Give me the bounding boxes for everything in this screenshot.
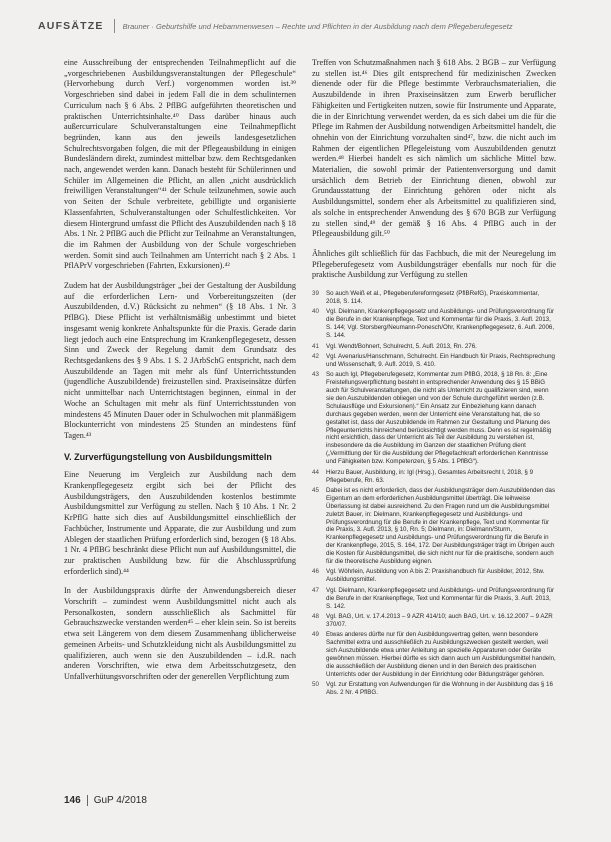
footnote-text: So auch Igl, Pflegeberufegesetz, Kommentar zum PflBG, 2018, § 18 Rn. 8: „Eine Freistellungsverpflichtung besteht in entsprechender Anwendung des § 15 BBiG auch für Schulveranstaltungen, die nicht als Unterricht zu qualifizieren sind, wenn sie den Auszubildenden obliegen und von der Schule durchgeführt werden (z.B. Schulausflüge und Exkursionen).“ Ein Ansatz zur Einbeziehung kann danach durchaus gegeben werden, wenn der Unterricht eine Veranstaltung hat, die so gestaltet ist, dass der Auszubildende im Rahmen zur Gestaltung und Planung des Pflegeunterrichts hinreichend berücksichtigt werden muss. Denn es ist regelmäßig nicht ersichtlich, dass der Unterricht als Teil der Ausbildung zu verstehen ist, insbesondere da die Ausbildung im Ganzen der staatlichen Prüfung dient („Vermittlung der für die Ausbildung der Pflegefachkraft erforderlichen Kenntnisse und Fähigkeiten bzw. Kompetenzen, § 5 Abs. 1 PflBG“).	[326, 371, 552, 466]
footnote-text: Etwas anderes dürfte nur für den Ausbildungsvertrag gelten, wenn besondere Sachmittel extra und ausschließlich zu Ausbildungszwecken gestellt werden, weil sich Auszubildende etwa unter Anleitung an spezielle Apparaturen oder Geräte gewöhnen müssen. Hierbei dürfte es sich dann auch um Ausbildungsmittel handeln, die ausschließlich der Ausbildung dienen und in den Bereich des praktischen Unterrichts oder der Ausbildung in der Einrichtung oder Bildungsträger gehören.	[326, 631, 556, 678]
header-divider	[114, 19, 115, 33]
running-header	[38, 16, 598, 36]
footnote-text: Vgl. Dielmann, Krankenpflegegesetz und Ausbildungs- und Prüfungsverordnung für die Berufe in der Krankenpflege, Text und Kommentar für die Praxis, 3. Aufl. 2013, S. 142.	[326, 586, 555, 610]
footnote	[312, 469, 556, 485]
running-title: Brauner · Geburtshilfe und Hebammenwesen – Rechte und Pflichten in der Ausbildung nach dem Pflegeberufegesetz	[122, 21, 513, 31]
footnote-text: Vgl. Wöhrlein, Ausbildung von A bis Z: Praxishandbuch für Ausbilder, 2012, Stw. Ausbildungsmittel.	[326, 568, 545, 584]
journal-issue: GuP 4/2018	[93, 795, 147, 806]
footnote-number: 41	[312, 342, 319, 350]
right-column	[312, 58, 556, 700]
section-heading: V. Zurverfügungstellung von Ausbildungsmitteln	[64, 451, 272, 462]
footnote	[312, 343, 556, 351]
footnote-text: Hierzu Bauer, Ausbildung, in: Igl (Hrsg.), Gesamtes Arbeitsrecht I, 2018, § 9 Pflegeberufe, Rn. 63.	[326, 468, 534, 484]
left-column	[64, 58, 296, 692]
footnote-number: 43	[312, 371, 319, 379]
paragraph: eine Ausschreibung der entsprechenden Teilnahmepflicht auf die „vorgeschriebenen Ausbildungsveranstaltungen der Pflegeschule“ (Hervorhebung durch Verf.) vorgenommen worden ist.³⁹ Vorgeschrieben sind dabei in jedem Fall die in dem schulinternen Curriculum nach § 6 Abs. 2 PflBG aufgeführten theoretischen und praktischen Unterrichtsinhalte.⁴⁰ Dass darüber hinaus auch außercurriculare Schulveranstaltungen eine Teilnahmepflicht begründen, kann aus den jeweils landesgesetzlichen Schulrechtsvorgaben folgen, die mit der Pflegeausbildung in einigen Bundesländern direkt, zumindest mittelbar bzw. dem Rechtsgedanken nach, angewendet werden kann. Danach besteht für Schülerinnen und Schüler im Allgemeinen die Pflicht, an allen „nicht ausdrücklich freiwilligen Veranstaltungen“⁴¹ der Schule teilzunehmen, sowie auch von Seiten der Schule verbreitete, gebilligte und organisierte Klassenfahrten, Schulveranstaltungen oder Schulfestlichkeiten. Vor diesem Hintergrund umfasst die Pflicht des Auszubildenden nach § 18 Abs. 1 Nr. 2 PflBG auch die Pflicht zur Teilnahme an Veranstaltungen, die im Rahmen der Ausbildung von der Schule vorgeschrieben werden. Somit sind auch Teilnahmen am Unterricht nach § 2 Abs. 1 PflAPrV vorgeschrieben (Fahrten, Exkursionen).⁴²	[64, 58, 296, 271]
paragraph: In der Ausbildungspraxis dürfte der Anwendungsbereich dieser Vorschrift – zumindest wenn Ausbildungsmittel nicht auch als Personalkosten, sondern ausschließlich als Sachmittel für Gebrauchszwecke verstanden werden⁴⁵ – eher klein sein. So ist bereits etwa seit Längerem von dem diesem Zusammenhang üblicherweise gemeinen Arbeits- und Schutzkleidung nicht als Ausbildungsmittel zu qualifizieren, auch wenn sie den Auszubildenden – i.d.R. nach anderen Vorschriften, wie etwa dem Arbeitsschutzgesetz, den Unfallverhütungsvorschriften oder der generellen Verpflichtung zum	[64, 586, 296, 681]
footnotes	[312, 290, 556, 697]
footnote-number: 45	[312, 486, 319, 494]
footnote-text: Vgl. Avenarius/Hanschmann, Schulrecht. Ein Handbuch für Praxis, Rechtsprechung und Wissenschaft, 9. Aufl. 2019, S. 410.	[326, 352, 555, 368]
footnote	[312, 587, 556, 611]
footnote	[312, 371, 556, 466]
footnote-number: 39	[312, 290, 319, 298]
paragraph: Zudem hat der Ausbildungsträger „bei der Gestaltung der Ausbildung auf die erforderlichen Lern- und Vorbereitungszeiten (der Auszubildenden, d.V.) Rücksicht zu nehmen“ (§ 18 Abs. 1 Nr. 3 PflBG). Diese Pflicht ist verhältnismäßig unbestimmt und bietet insgesamt wenig konkrete Anhaltspunkte für die Praxis. Gerade darin liegt jedoch auch eine Entsprechung im Krankenpflegegesetz, dessen Sinn und Zweck der Regelung damit dem Grundsatz des Rechtsgedankens des § 9 Abs. 1 S. 2 JArbSchG entspricht, nach dem Auszubildende an Tagen mit mehr als fünf Unterrichtsstunden (jugendliche Auszubildende) freizustellen sind. Praxiseinsätze dürfen nicht unmittelbar nach Unterrichtstagen beginnen, einmal in der Woche an Schultagen mit mehr als fünf Unterrichtsstunden von mindestens 45 Minuten Dauer oder in Schulwochen mit planmäßigem Blockunterricht von mindestens 25 Stunden an mindestens fünf Tagen.⁴³	[64, 281, 296, 440]
footnote	[312, 631, 556, 678]
footnote-text: Vgl. BAG, Urt. v. 17.4.2013 – 9 AZR 414/10; auch BAG, Urt. v. 16.12.2007 – 9 AZR 370/07.	[326, 613, 553, 628]
footnote-text: Dabei ist es nicht erforderlich, dass der Ausbildungsträger dem Auszubildenden das Eigentum an dem erforderlichen Ausbildungsmittel überträgt. Die leihweise Überlassung ist dabei ausreichend. Zu den Fragen rund um die Ausbildungsmittel zuletzt Bauer, in: Dielmann, Krankenpflegegesetz und Ausbildungs- und Prüfungsverordnung für die Berufe in der Krankenpflege, Text und Kommentar für die Praxis, 3. Aufl. 2013, § 10, Rn. 5; Dielmann, in: Dielmann/Sturm, Krankenpflegegesetz und Ausbildungs- und Prüfungsverordnung für die Berufe in der Krankenpflege, 2015, S. 164, 172. Der Ausbildungsträger trägt im Übrigen auch die Kosten für Ausbildungsmittel, die sich nicht nur für die praktische, sondern auch für die theoretische Ausbildung eignen.	[326, 486, 556, 566]
paragraph: Ähnliches gilt schließlich für das Fachbuch, die mit der Neuregelung im Pflegeberufegesetz vom Ausbildungsträger ebenfalls nur noch für die praktische Ausbildung zur Verfügung zu stellen	[312, 248, 556, 280]
section-label: AUFSÄTZE	[38, 20, 104, 32]
footnote-number: 49	[312, 631, 319, 639]
footnote	[312, 487, 556, 566]
footnote	[312, 290, 556, 306]
footnote	[312, 308, 556, 340]
footnote-number: 46	[312, 568, 319, 576]
footnote-number: 48	[312, 613, 319, 620]
page-footer	[64, 795, 147, 806]
footnote	[312, 613, 556, 629]
footnote-text: Vgl. Dielmann, Krankenpflegegesetz und Ausbildungs- und Prüfungsverordnung für die Berufe in der Krankenpflege, Text und Kommentar für die Praxis, 3. Aufl. 2013, S. 144; Vgl. Storsberg/Neumann-Ponesch/Ohr, Krankenpflegegesetz, 6. Aufl. 2006, S. 144.	[326, 308, 555, 340]
footnote-text: Vgl. Wendt/Bohnert, Schulrecht, 5. Aufl. 2013, Rn. 276.	[326, 342, 477, 350]
footnote	[312, 568, 556, 584]
footnote-number: 44	[312, 468, 319, 476]
page-number: 146	[64, 795, 81, 806]
footnote-text: Vgl. zur Erstattung von Aufwendungen für die Wohnung in der Ausbildung das § 16 Abs. 2 Nr. 4 PflBG.	[326, 681, 553, 697]
footer-divider	[87, 795, 88, 806]
footnote	[312, 353, 556, 369]
footnote	[312, 681, 556, 697]
footnote-text: So auch Weiß et al., Pflegeberufereformgesetz (PflBRefG), Praxiskommentar, 2018, S. 114.	[326, 290, 540, 305]
footnote-number: 40	[312, 308, 319, 316]
footnote-number: 47	[312, 586, 319, 594]
footnote-number: 50	[312, 681, 319, 689]
footnote-number: 42	[312, 352, 319, 360]
paragraph: Eine Neuerung im Vergleich zur Ausbildung nach dem Krankenpflegegesetz ergibt sich bei der Pflicht des Ausbildungsträgers, den Auszubildenden kostenlos bestimmte Ausbildungsmittel zur Verfügung zu stellen. Nach § 10 Abs. 1 Nr. 2 KrPflG hatte sich dies auf Ausbildungsmittel einschließlich der Fachbücher, Instrumente und Apparate, die zur Ausbildung und zum Ablegen der staatlichen Prüfung erforderlich sind, bezogen (§ 18 Abs. 1 Nr. 4 PflBG beschränkt diese Pflicht nun auf Ausbildungsmittel, die zur praktischen Ausbildung bzw. für die Abschlussprüfung erforderlich sind).⁴⁴	[64, 470, 296, 576]
paragraph: Treffen von Schutzmaßnahmen nach § 618 Abs. 2 BGB – zur Verfügung zu stellen ist.⁴⁶ Dies gilt entsprechend für medizinischen Zwecken dienende oder für die Pflege bestimmte Verbrauchsmaterialien, die Auszubildende in ihren Praxiseinsätzen zum Erwerb beruflicher Fähigkeiten und Fertigkeiten nutzen, sowie für Instrumente und Apparate, die in der Einrichtung verwendet werden, da es sich dabei um die für die Pflege im Rahmen der Ausbildung notwendigen Arbeitsmittel handelt, die ohnehin von der Einrichtung vorzuhalten sind⁴⁷, bzw. die nicht auch im Rahmen der eigentlichen Pflegeleistung vom Auszubildenden genutzt werden.⁴⁸ Hierbei handelt es sich nämlich um sächliche Mittel bzw. Materialien, die sowohl primär der Patientenversorgung und damit ursächlich dem Betrieb der Einrichtung dienen, obwohl zur Grundausstattung der Einrichtung gehören oder nicht als Ausbildungsmittel, sondern eher als Arbeitsmittel zu qualifizieren sind, als solche in entsprechender Anwendung des § 670 BGB zur Verfügung zu stellen sind,⁴⁹ der gemäß § 16 Abs. 4 PflBG auch in der Pflegeausbildung gilt.⁵⁰	[312, 58, 556, 239]
